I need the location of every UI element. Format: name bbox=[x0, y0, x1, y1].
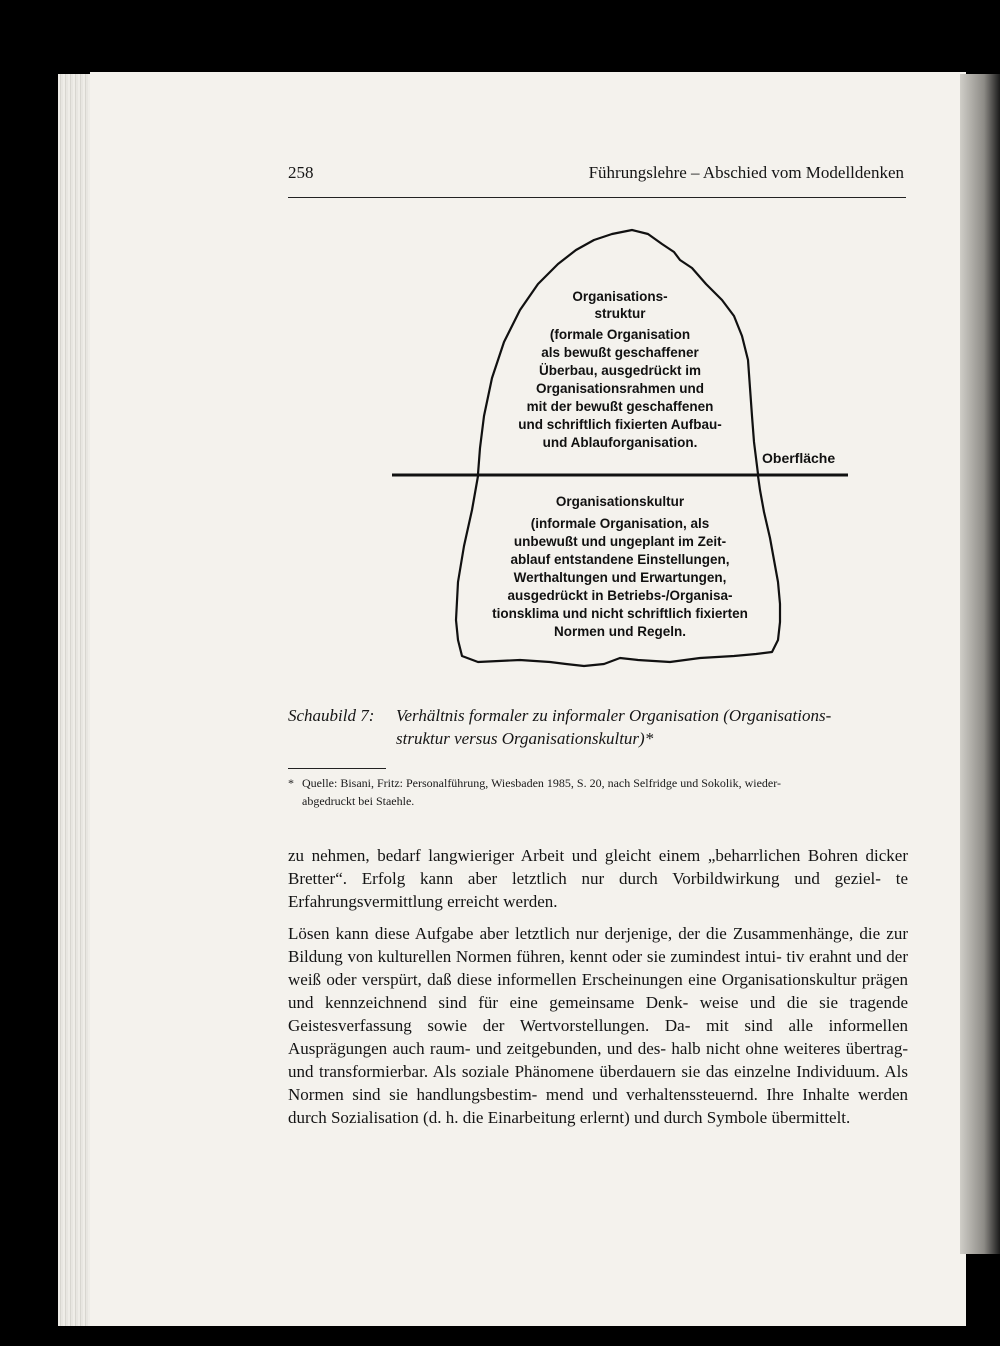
upper-block bbox=[490, 288, 750, 452]
surface-label: Oberfläche bbox=[762, 450, 836, 466]
footnote-marker: * bbox=[288, 776, 294, 790]
page-number: 258 bbox=[288, 163, 314, 182]
running-header bbox=[288, 163, 906, 198]
footnote-rule bbox=[288, 768, 386, 769]
structure-description: (formale Organisation als bewußt geschaffener Überbau, ausgedrückt im Organisationsrahmen und mit der bewußt geschaffenen und schriftlich fixierten Aufbau- und Ablauforganisation. bbox=[518, 327, 722, 450]
iceberg-diagram bbox=[380, 220, 860, 690]
culture-heading: Organisationskultur bbox=[555, 494, 685, 509]
caption-label: Schaubild 7: bbox=[288, 706, 375, 725]
body-paragraph-2: Lösen kann diese Aufgabe aber letztlich nur derjenige, der die Zusammenhänge, die zur Bildung von kulturellen Normen führen, kennt oder sie zumindest intui- tiv erahnt und der weiß oder verspürt, daß diese informellen Erscheinungen eine Organisationskultur prägen und kennzeichnend sind für eine gemeinsame Denk- weise und die sie tragende Geistesverfassung sowie der Wertvorstellungen. Da- mit sind alle informellen Ausprägungen auch raum- und zeitgebunden, und des- halb nicht ohne weiteres übertrag- und transformierbar. Als soziale Phänomene überdauern sie das einzelne Individuum. Als Normen sind sie handlungsbestim- mend und verhaltenssteuernd. Ihre Inhalte werden durch Sozialisation (d. h. die Einarbeitung erlernt) und durch Symbole übermittelt. bbox=[288, 924, 908, 1127]
body-paragraph-1: zu nehmen, bedarf langwieriger Arbeit und gleicht einem „beharrlichen Bohren dicker Bretter“. Erfolg kann aber letztlich nur durch Vorbildwirkung und geziel- te Erfahrungsvermittlung erreicht werden. bbox=[288, 846, 908, 911]
structure-heading: Organisations- struktur bbox=[572, 289, 668, 321]
lower-block bbox=[460, 493, 780, 641]
caption-text: Verhältnis formaler zu informaler Organisation (Organisations- struktur versus Organisationskultur)* bbox=[396, 706, 832, 748]
culture-description: (informale Organisation, als unbewußt und ungeplant im Zeit- ablauf entstandene Einstellungen, Werthaltungen und Erwartungen, ausgedrückt in Betriebs-/Organisa- tionsklima und nicht schriftlich fixierten Normen und Regeln. bbox=[492, 516, 748, 639]
running-title: Führungslehre – Abschied vom Modelldenken bbox=[588, 163, 904, 182]
footnote-text: Quelle: Bisani, Fritz: Personalführung, Wiesbaden 1985, S. 20, nach Selfridge und Sokolik, wieder- abgedruckt bei Staehle. bbox=[302, 776, 781, 808]
book-gutter-shadow bbox=[960, 74, 1000, 1254]
